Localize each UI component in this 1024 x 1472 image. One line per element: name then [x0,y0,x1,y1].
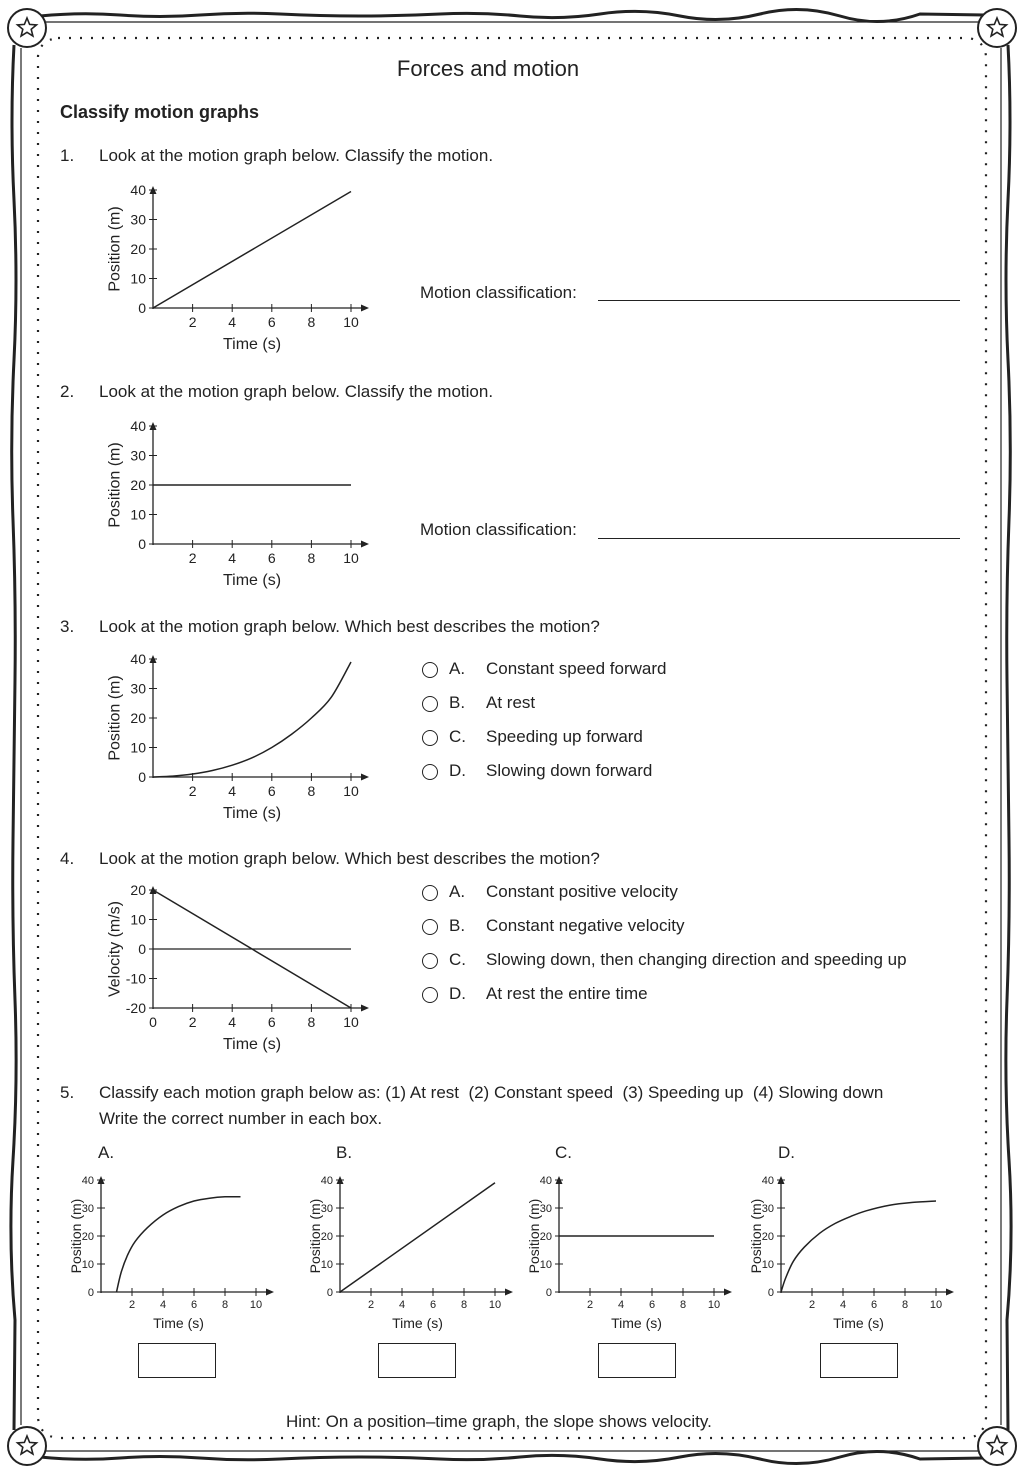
x-tick-label: 8 [679,1299,687,1311]
x-tick-label: 10 [929,1299,943,1311]
y-tick-label: 10 [130,506,146,523]
x-tick-label: 10 [343,314,359,330]
y-tick-label: 20 [761,1230,774,1243]
q3-option-c-radio[interactable] [422,730,438,746]
y-tick-label: 40 [130,418,146,435]
q3-option-d-text[interactable]: Slowing down forward [486,761,653,780]
x-axis-arrow [361,1005,369,1012]
q2-prompt: Look at the motion graph below. Classify the motion. [99,382,494,401]
y-tick-label: 10 [539,1258,552,1271]
q5-answer-box-c[interactable] [598,1343,676,1378]
q4-option-a-radio[interactable] [422,885,438,901]
y-tick-label: 20 [130,477,146,494]
x-axis-arrow [361,305,369,312]
q4-option-c-text[interactable]: Slowing down, then changing direction and speeding up [486,950,907,969]
q3-option-d-letter: D. [449,761,466,780]
x-tick-label: 10 [343,550,359,566]
q1-prompt: Look at the motion graph below. Classify the motion. [99,146,494,165]
x-tick-label: 6 [190,1299,198,1311]
x-tick-label: 4 [398,1299,406,1311]
y-axis-label: Position (m) [106,206,124,292]
x-tick-label: 10 [249,1299,263,1311]
x-tick-label: 2 [188,783,197,799]
page-title: Forces and motion [396,56,580,81]
x-axis-arrow [505,1289,513,1296]
x-tick-label: 4 [159,1299,167,1311]
q4-option-a-text[interactable]: Constant positive velocity [486,882,678,901]
q4-option-c-radio[interactable] [422,953,438,969]
x-axis-label: Time (s) [153,1315,204,1331]
x-axis-label: Time (s) [611,1315,662,1331]
x-tick-label: 6 [267,783,276,799]
corner-star-bottom-left [8,1427,46,1465]
q5-chart-c [524,1172,734,1337]
q3-option-c-letter: C. [449,727,466,746]
y-tick-label: 10 [130,911,146,928]
q2-answer-label: Motion classification: [420,520,577,539]
q2-answer-line[interactable] [598,538,960,539]
y-tick-label: 20 [320,1230,333,1243]
y-tick-label: 0 [767,1286,774,1299]
q3-prompt: Look at the motion graph below. Which best describes the motion? [99,617,600,636]
y-tick-label: 20 [130,882,146,899]
x-tick-label: 4 [228,314,237,330]
y-tick-label: 20 [130,710,146,727]
x-tick-label: 6 [429,1299,437,1311]
q3-number: 3. [60,617,75,636]
q3-option-b-text[interactable]: At rest [486,693,536,712]
q4-option-d-text[interactable]: At rest the entire time [486,984,648,1003]
q4-option-b-letter: B. [449,916,466,935]
y-axis-label: Position (m) [525,1198,542,1274]
y-tick-label: 30 [130,211,146,228]
x-axis-arrow [724,1289,732,1296]
q3-option-b-radio[interactable] [422,696,438,712]
q5-prompt: Classify each motion graph below as: (1) At rest (2) Constant speed (3) Speeding up (4) Slowing down [99,1083,884,1102]
q5-answer-box-b[interactable] [378,1343,456,1378]
y-axis-label: Velocity (m/s) [106,900,124,998]
series-line [117,1197,241,1292]
q3-option-d-radio[interactable] [422,764,438,780]
x-tick-label: 4 [228,783,237,799]
border-wavy-top [40,9,985,21]
x-tick-label: 10 [343,1014,359,1030]
q5-answer-box-a[interactable] [138,1343,216,1378]
q3-option-c-text[interactable]: Speeding up forward [486,727,643,746]
q3-chart [100,651,390,831]
q4-option-d-letter: D. [449,984,466,1003]
x-tick-label: 2 [188,1014,197,1030]
x-tick-label: 8 [307,783,316,799]
y-tick-label: 0 [326,1286,333,1299]
x-axis-arrow [361,774,369,781]
y-tick-label: 10 [130,270,146,287]
x-tick-label: 0 [149,1014,157,1030]
y-tick-label: 10 [81,1258,94,1271]
q2-number: 2. [60,382,75,401]
y-tick-label: 40 [130,182,146,199]
y-tick-label: 40 [539,1174,552,1187]
x-axis-arrow [361,541,369,548]
y-tick-label: -20 [125,1000,146,1017]
y-axis-label: Position (m) [747,1198,764,1274]
q3-option-a-letter: A. [449,659,466,678]
q4-option-d-radio[interactable] [422,987,438,1003]
x-axis-label: Time (s) [392,1315,443,1331]
q1-chart [100,182,390,362]
q5-graph-label-b: B. [336,1143,353,1162]
x-tick-label: 10 [707,1299,721,1311]
y-tick-label: 0 [545,1286,552,1299]
y-axis-label: Position (m) [106,442,124,528]
q4-chart [100,882,390,1062]
border-wavy-left [11,45,16,1430]
y-tick-label: 30 [320,1202,333,1215]
q1-answer-line[interactable] [598,300,960,301]
y-tick-label: 10 [761,1258,774,1271]
x-tick-label: 2 [188,314,197,330]
x-axis-label: Time (s) [833,1315,884,1331]
x-tick-label: 6 [267,550,276,566]
q3-option-a-radio[interactable] [422,662,438,678]
y-tick-label: 30 [130,680,146,697]
x-tick-label: 6 [648,1299,656,1311]
q4-option-a-letter: A. [449,882,466,901]
x-axis-arrow [266,1289,274,1296]
q5-chart-d [746,1172,956,1337]
q4-option-c-letter: C. [449,950,466,969]
q5-chart-b [305,1172,515,1337]
x-axis-label: Time (s) [222,336,282,353]
y-tick-label: 30 [81,1202,94,1215]
y-tick-label: 20 [539,1230,552,1243]
y-tick-label: 30 [130,447,146,464]
x-tick-label: 2 [188,550,197,566]
x-axis-arrow [946,1289,954,1296]
corner-star-top-left [8,9,46,47]
corner-star-top-right [978,9,1016,47]
x-tick-label: 10 [488,1299,502,1311]
x-tick-label: 8 [901,1299,909,1311]
q1-number: 1. [60,146,75,165]
x-tick-label: 2 [128,1299,136,1311]
border-wavy-bottom [40,1451,985,1463]
x-tick-label: 8 [307,314,316,330]
y-tick-label: 20 [130,241,146,258]
x-tick-label: 2 [808,1299,816,1311]
y-tick-label: 30 [761,1202,774,1215]
y-tick-label: 0 [87,1286,94,1299]
y-tick-label: 0 [138,536,146,553]
x-tick-label: 6 [267,314,276,330]
y-tick-label: 0 [138,769,146,786]
q4-option-b-radio[interactable] [422,919,438,935]
hint-text: Hint: On a position–time graph, the slope shows velocity. [286,1412,712,1431]
x-tick-label: 8 [221,1299,229,1311]
x-tick-label: 6 [870,1299,878,1311]
series-line [153,191,351,308]
series-line [153,662,351,777]
series-line [781,1201,936,1292]
y-tick-label: 40 [320,1174,333,1187]
x-axis-label: Time (s) [222,1036,282,1053]
y-tick-label: 10 [320,1258,333,1271]
q5-graph-label-d: D. [778,1143,795,1162]
q5-chart-a [66,1172,276,1337]
q5-prompt-line2: Write the correct number in each box. [99,1109,383,1128]
series-line [340,1183,495,1292]
x-axis-label: Time (s) [222,572,282,589]
y-tick-label: 20 [81,1230,94,1243]
y-tick-label: 0 [138,300,146,317]
x-tick-label: 4 [839,1299,847,1311]
x-tick-label: 8 [307,1014,316,1030]
q3-option-b-letter: B. [449,693,466,712]
x-tick-label: 4 [228,550,237,566]
y-tick-label: 0 [138,941,146,958]
q5-graph-label-c: C. [555,1143,572,1162]
x-tick-label: 10 [343,783,359,799]
x-tick-label: 4 [228,1014,237,1030]
y-tick-label: 40 [81,1174,94,1187]
q5-answer-box-d[interactable] [820,1343,898,1378]
y-axis-label: Position (m) [67,1198,84,1274]
x-tick-label: 4 [617,1299,625,1311]
corner-star-bottom-right [978,1427,1016,1465]
q1-answer-label: Motion classification: [420,283,577,302]
x-tick-label: 8 [307,550,316,566]
x-tick-label: 8 [460,1299,468,1311]
q3-option-a-text[interactable]: Constant speed forward [486,659,667,678]
border-wavy-right [1006,45,1011,1430]
q4-number: 4. [60,849,75,868]
y-tick-label: -10 [125,970,146,987]
q5-number: 5. [60,1083,75,1102]
q5-graph-label-a: A. [98,1143,115,1162]
section-heading: Classify motion graphs [60,102,260,122]
y-tick-label: 40 [761,1174,774,1187]
y-tick-label: 40 [130,651,146,668]
y-axis-label: Position (m) [106,675,124,761]
q2-chart [100,418,390,598]
y-axis-label: Position (m) [306,1198,323,1274]
y-tick-label: 10 [130,739,146,756]
x-tick-label: 2 [586,1299,594,1311]
y-tick-label: 30 [539,1202,552,1215]
x-tick-label: 2 [367,1299,375,1311]
q4-prompt: Look at the motion graph below. Which best describes the motion? [99,849,600,868]
x-axis-label: Time (s) [222,805,282,822]
q4-option-b-text[interactable]: Constant negative velocity [486,916,685,935]
x-tick-label: 6 [267,1014,276,1030]
